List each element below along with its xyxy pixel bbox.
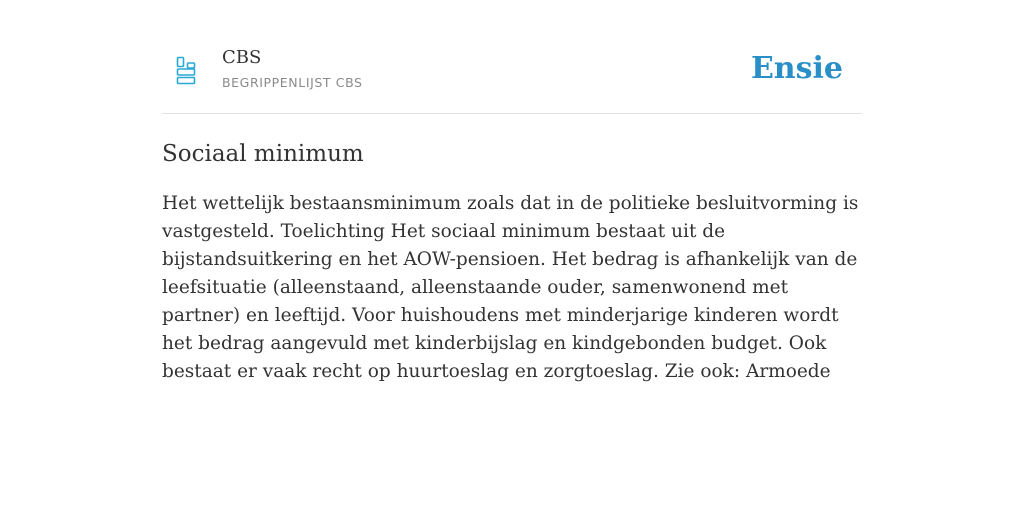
ensie-brand-link[interactable]: Ensie	[750, 51, 843, 86]
source-name[interactable]: CBS	[222, 47, 262, 68]
entry-header	[162, 0, 862, 114]
cbs-logo-icon[interactable]	[176, 56, 196, 86]
entry-title: Sociaal minimum	[162, 141, 364, 167]
source-subtitle[interactable]: BEGRIPPENLIJST CBS	[222, 75, 363, 90]
entry-card	[162, 0, 862, 386]
entry-definition: Het wettelijk bestaansminimum zoals dat in de politieke besluitvorming is vastgesteld. Toelichting Het sociaal minimum bestaat uit de bijstandsuitkering en het AOW-pensioen. Het bedrag is afhankelijk van de leefsituatie (alleenstaand, alleenstaande ouder, samenwonend met partner) en leeftijd. Voor huishoudens met minderjarige kinderen wordt het bedrag aangevuld met kinderbijslag en kindgebonden budget. Ook bestaat er vaak recht op huurtoeslag en zorgtoeslag. Zie ook: Armoede	[162, 193, 859, 382]
